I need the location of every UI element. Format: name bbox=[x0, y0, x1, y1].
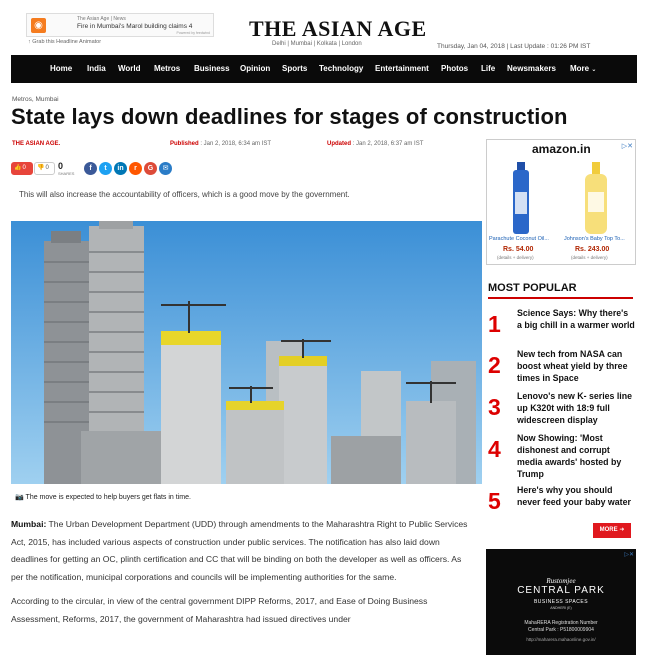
updated-label: Updated bbox=[327, 141, 351, 147]
chevron-down-icon: ⌄ bbox=[591, 67, 597, 73]
ticker-attribution: Powered by feedwind bbox=[176, 31, 210, 35]
rank-number: 4 bbox=[488, 436, 501, 462]
nav-newsmakers[interactable]: Newsmakers bbox=[507, 64, 556, 73]
like-button[interactable] bbox=[11, 162, 33, 175]
linkedin-icon[interactable]: in bbox=[114, 162, 127, 175]
updated-value: : Jan 2, 2018, 6:37 am IST bbox=[352, 141, 424, 147]
nav-entertainment[interactable]: Entertainment bbox=[375, 64, 429, 73]
amazon-ad[interactable] bbox=[486, 139, 636, 265]
ad-brand: Rustomjee bbox=[546, 577, 576, 585]
shares-count: 0 bbox=[58, 161, 64, 171]
amazon-logo[interactable]: amazon.in bbox=[532, 142, 591, 156]
nav-opinion[interactable]: Opinion bbox=[240, 64, 271, 73]
article-author[interactable] bbox=[12, 141, 60, 147]
site-logo[interactable]: THE ASIAN AGE bbox=[249, 16, 427, 41]
facebook-icon[interactable]: f bbox=[84, 162, 97, 175]
article-photo bbox=[11, 221, 482, 484]
ad-rera-url[interactable]: http://maharera.mahaonline.gov.in/ bbox=[526, 637, 596, 642]
nav-life[interactable]: Life bbox=[481, 64, 496, 73]
caption-text: The move is expected to help buyers get flats in time. bbox=[25, 494, 191, 501]
thumbs-up-icon: 👍 bbox=[14, 165, 22, 171]
paragraph-2: According to the circular, in view of the central government DIPP Reforms, 2017, and Ease of Doing Business Assessment, Reforms, 2017, the government of Maharashtra had issued directives under bbox=[11, 596, 428, 624]
popular-item-5[interactable]: Here's why you should never feed your baby water bbox=[517, 485, 631, 507]
rank-number: 1 bbox=[488, 311, 501, 337]
breadcrumb[interactable]: Metros, Mumbai bbox=[12, 96, 59, 103]
camera-icon: 📷 bbox=[15, 494, 24, 501]
updated-date bbox=[327, 141, 423, 147]
popular-item-2[interactable]: New tech from NASA can boost wheat yield by three times in Space bbox=[517, 349, 628, 383]
twitter-icon[interactable]: t bbox=[99, 162, 112, 175]
paragraph-1-text: The Urban Development Department (UDD) through amendments to the Maharashtra Right to Public Services Act, 2015, has included various aspects of construction under public services. The notification has also laid down deadlines for getting an OC, plinth certification and CC that will be binding on both the developer as well as officers. As per the notification, municipal corporations and councils will be implementing authorities for the same. bbox=[11, 519, 468, 582]
product-2-delivery[interactable]: (details + delivery) bbox=[571, 255, 608, 260]
product-1-delivery[interactable]: (details + delivery) bbox=[497, 255, 534, 260]
headline-ticker[interactable] bbox=[26, 13, 214, 37]
dateline-city: Mumbai: bbox=[11, 519, 47, 529]
most-popular-heading: MOST POPULAR bbox=[488, 282, 577, 294]
photo-caption bbox=[15, 493, 191, 501]
construction-skyline-image bbox=[11, 221, 482, 484]
published-label: Published bbox=[170, 141, 199, 147]
product-1-name[interactable]: Parachute Coconut Oil... bbox=[489, 236, 549, 242]
product-1-price: Rs. 54.00 bbox=[503, 246, 534, 253]
popular-item-3[interactable]: Lenovo's new K- series line up K320t with 18:9 full widescreen display bbox=[517, 391, 633, 425]
popular-item-4[interactable]: Now Showing: 'Most dishonest and corrupt media awards' hosted by Trump bbox=[517, 433, 622, 479]
ad-tagline: BUSINESS SPACES bbox=[533, 599, 589, 605]
main-nav bbox=[11, 55, 637, 83]
more-popular-button[interactable] bbox=[593, 523, 631, 538]
googleplus-icon[interactable]: G bbox=[144, 162, 157, 175]
ticker-source: The Asian Age | News bbox=[77, 16, 126, 22]
article-body bbox=[11, 516, 473, 635]
published-value: : Jan 2, 2018, 6:34 am IST bbox=[200, 141, 272, 147]
rank-number: 3 bbox=[488, 394, 501, 420]
nav-more[interactable] bbox=[570, 55, 596, 83]
nav-india[interactable]: India bbox=[87, 64, 106, 73]
coconut-oil-bottle-image[interactable] bbox=[511, 162, 531, 234]
shares-label: SHARES bbox=[58, 171, 75, 176]
nav-world[interactable]: World bbox=[118, 64, 141, 73]
baby-oil-bottle-image[interactable] bbox=[583, 162, 609, 234]
article-title: State lays down deadlines for stages of construction bbox=[11, 104, 568, 129]
most-popular-divider bbox=[488, 297, 633, 299]
dislike-count: 0 bbox=[45, 165, 49, 171]
ad-project: CENTRAL PARK bbox=[517, 585, 605, 596]
ad-rera-number: Central Park : P51800009904 bbox=[528, 627, 594, 633]
edition-cities: Delhi | Mumbai | Kolkata | London bbox=[272, 41, 362, 47]
published-date bbox=[170, 141, 271, 147]
nav-metros[interactable]: Metros bbox=[154, 64, 181, 73]
reddit-icon[interactable]: r bbox=[129, 162, 142, 175]
arrow-right-icon: ➜ bbox=[619, 527, 625, 533]
email-icon[interactable]: ✉ bbox=[159, 162, 172, 175]
ad-choices-icon[interactable]: ▷✕ bbox=[624, 552, 634, 558]
rank-number: 5 bbox=[488, 488, 501, 514]
nav-technology[interactable]: Technology bbox=[319, 64, 364, 73]
nav-business[interactable]: Business bbox=[194, 64, 230, 73]
dislike-button[interactable] bbox=[34, 162, 55, 175]
paragraph-1 bbox=[11, 516, 473, 586]
like-count: 0 bbox=[22, 165, 26, 171]
ad-rera-label: MahaRERA Registration Number bbox=[524, 620, 598, 626]
author-name[interactable]: THE ASIAN AGE. bbox=[12, 141, 61, 147]
rss-icon: ◉ bbox=[31, 18, 46, 33]
more-label: MORE bbox=[599, 527, 618, 533]
nav-sports[interactable]: Sports bbox=[282, 64, 308, 73]
nav-more-label: More bbox=[570, 64, 590, 73]
thumbs-down-icon: 👎 bbox=[37, 165, 45, 171]
headline-animator-link[interactable]: ↑ Grab this Headline Animator bbox=[28, 39, 102, 45]
nav-photos[interactable]: Photos bbox=[441, 64, 469, 73]
ad-choices-icon[interactable]: ▷✕ bbox=[621, 143, 633, 150]
ad-location: ANDHERI (E) bbox=[550, 606, 572, 610]
rank-number: 2 bbox=[488, 352, 501, 378]
ticker-headline[interactable]: Fire in Mumbai's Marol building claims 4 bbox=[77, 23, 193, 30]
headline-animator-text[interactable]: Grab this Headline Animator bbox=[32, 39, 102, 45]
nav-home[interactable]: Home bbox=[50, 64, 73, 73]
article-summary: This will also increase the accountability of officers, which is a good move by the government. bbox=[19, 190, 350, 199]
popular-item-1[interactable]: Science Says: Why there's a big chill in a warmer world bbox=[517, 308, 635, 330]
dateline: Thursday, Jan 04, 2018 | Last Update : 01:26 PM IST bbox=[437, 43, 591, 50]
product-2-name[interactable]: Johnson's Baby Top To... bbox=[564, 236, 625, 242]
product-2-price: Rs. 243.00 bbox=[575, 246, 610, 253]
rustomjee-ad[interactable] bbox=[486, 549, 636, 655]
